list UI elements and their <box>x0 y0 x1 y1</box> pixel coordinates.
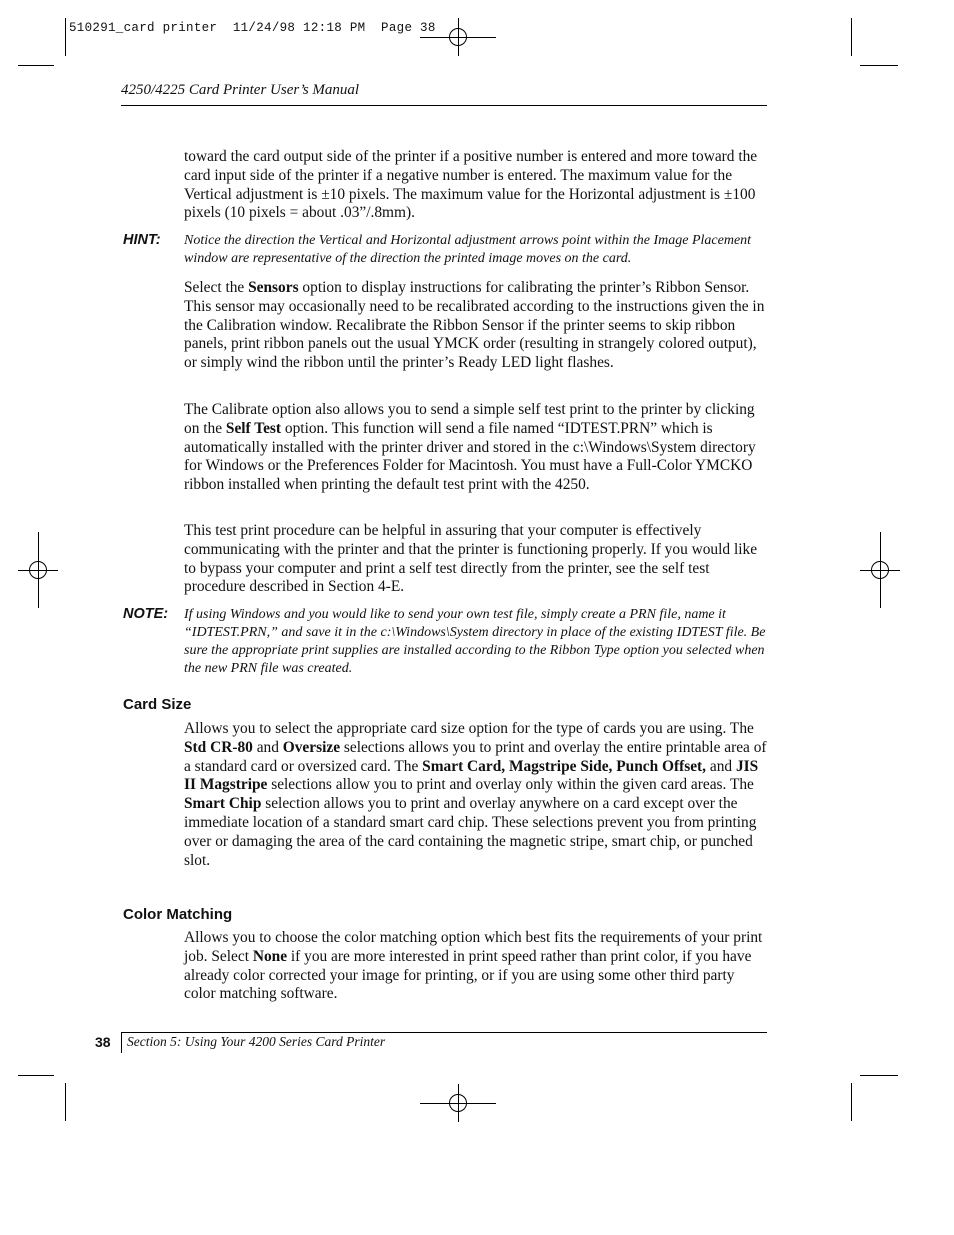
note-label: NOTE: <box>123 606 169 622</box>
section-heading-card-size: Card Size <box>123 696 192 713</box>
footer-section-title: Section 5: Using Your 4200 Series Card Printer <box>127 1034 386 1049</box>
body-paragraph: This test print procedure can be helpful in assuring that your computer is effectively communicating with the printer and that the printer is functioning properly. If you would like to bypass your computer and print a self test directly from the printer, see the self test procedure described in Section 4-E. <box>184 522 758 596</box>
sensors-term: Sensors <box>248 279 299 296</box>
self-test-paragraph: The Calibrate option also allows you to send a simple self test print to the printer by clicking on the Self Test option. This function will send a file named “IDTEST.PRN” which is automatically installed with the printer driver and stored in the c:\Windows\System directory for Windows or the Preferences Folder for Macintosh. You must have a Full-Color YMCKO ribbon installed when printing the default test print with the 4250. <box>184 401 756 494</box>
registration-mark-right <box>860 532 900 608</box>
registration-mark-bottom <box>420 1084 496 1122</box>
crop-mark <box>851 1083 852 1121</box>
page-number: 38 <box>95 1034 111 1050</box>
crop-mark <box>860 65 898 66</box>
footer-rule <box>121 1032 767 1033</box>
crop-mark <box>65 18 66 56</box>
crop-mark <box>851 18 852 56</box>
running-head: 4250/4225 Card Printer User’s Manual <box>121 82 360 98</box>
header-rule <box>121 105 767 106</box>
crop-mark <box>18 1075 54 1076</box>
printer-slug: 510291_card printer 11/24/98 12:18 PM Page 38 <box>69 21 436 35</box>
hint-text: Notice the direction the Vertical and Horizontal adjustment arrows point within the Image Placement window are representative of the direction the printed image moves on the card. <box>184 233 752 266</box>
sensors-paragraph: Select the Sensors option to display instructions for calibrating the printer’s Ribbon Sensor. This sensor may occasionally need to be recalibrated according to the instructions given the in the Calibration window. Recalibrate the Ribbon Sensor if the printer seems to skip ribbon panels, print ribbon panels out the usual YMCK order (resulting in strangely colored output), or simply wind the ribbon until the printer’s Ready LED light flashes. <box>184 279 765 372</box>
self-test-term: Self Test <box>225 419 282 437</box>
registration-mark-left <box>18 532 58 608</box>
note-text: If using Windows and you would like to send your own test file, simply create a PRN file, name it “IDTEST.PRN,” and save it in the c:\Windows\System directory in place of the existing IDTEST file. Be sure the appropriate print supplies are installed according to the Ribbon Type option you selected when the new PRN file was created. <box>184 607 766 676</box>
color-matching-paragraph: Allows you to choose the color matching option which best fits the requirements of your print job. Select None if you are more interested in print speed rather than print color, if you have already color corrected your image for printing, or if you are using some other third party color matching software. <box>184 929 763 1003</box>
body-paragraph: toward the card output side of the printer if a positive number is entered and more toward the card input side of the printer if a negative number is entered. The maximum value for the Vertical adjustment is ±10 pixels. The maximum value for the Horizontal adjustment is ±100 pixels (10 pixels = about .03”/.8mm). <box>184 148 758 222</box>
card-size-paragraph: Allows you to select the appropriate card size option for the type of cards you are using. The Std CR-80 and Oversize selections allows you to print and overlay the entire printable area of a standard card or oversized card. The Smart Card, Magstripe Side, Punch Offset, and JIS II Magstripe selections allow you to print and overlay only within the given card areas. The Smart Chip selection allows you to print and overlay anywhere on a card except over the immediate location of a standard smart card chip. These selections prevent you from printing over or damaging the area of the card containing the magnetic stripe, smart chip, or punched slot. <box>184 720 767 869</box>
section-heading-color-matching: Color Matching <box>123 906 233 923</box>
crop-mark <box>18 65 54 66</box>
crop-mark <box>860 1075 898 1076</box>
hint-label: HINT: <box>123 232 161 248</box>
crop-mark <box>65 1083 66 1121</box>
footer-divider <box>121 1033 122 1053</box>
registration-mark-top <box>420 18 496 56</box>
